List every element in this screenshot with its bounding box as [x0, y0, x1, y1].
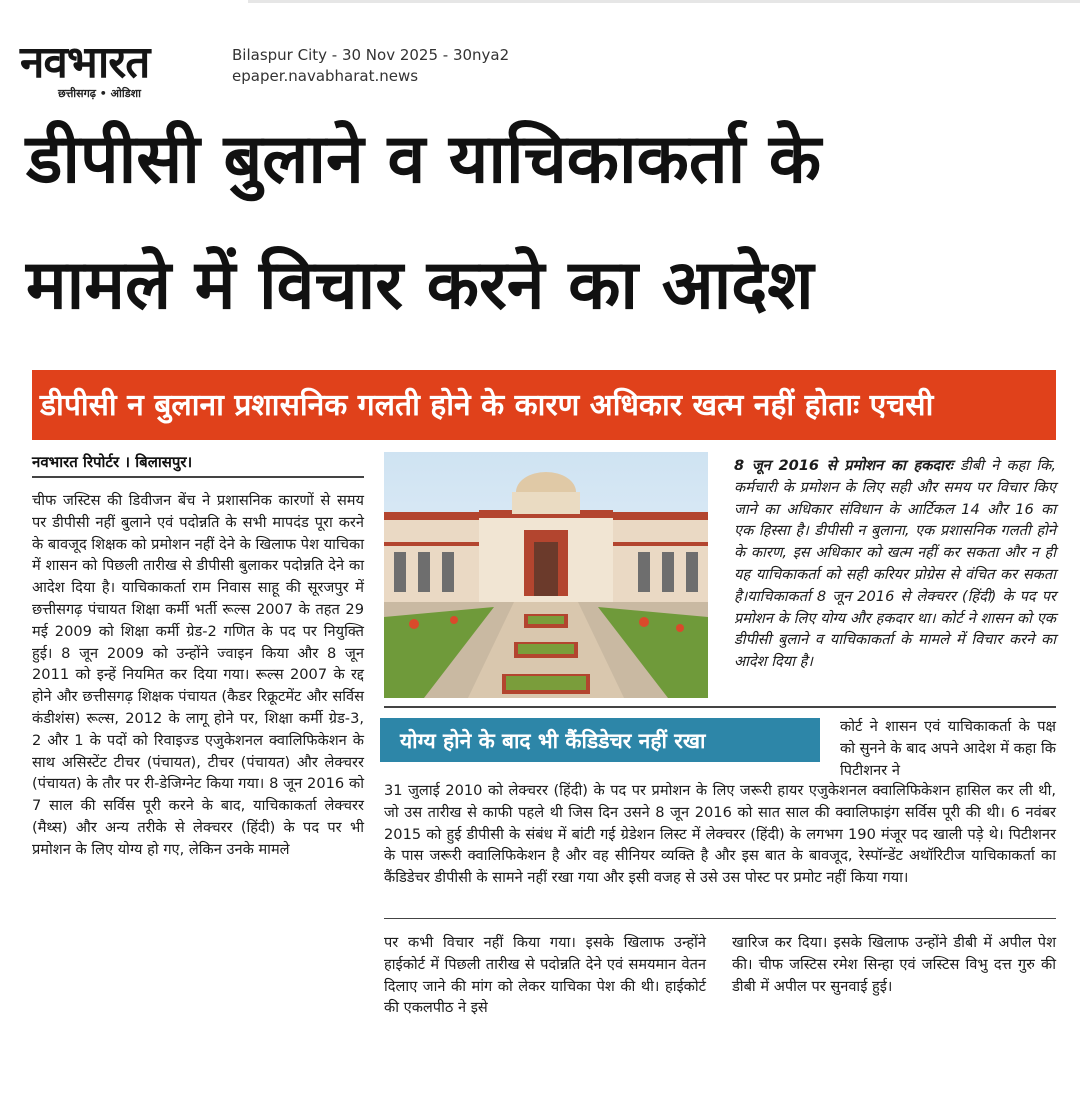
article-right-column [734, 455, 1056, 673]
right-column-lead: 8 जून 2016 से प्रमोशन का हकदारः [734, 457, 953, 474]
top-edge-line [248, 0, 1080, 3]
headline-line-1: डीपीसी बुलाने व याचिकाकर्ता के [26, 120, 822, 199]
headline-line-2: मामले में विचार करने का आदेश [26, 246, 814, 325]
edition-info: Bilaspur City - 30 Nov 2025 - 30nya2 [232, 46, 510, 64]
logo-subtitle: छत्तीसगढ़ • ओडिशा [58, 87, 141, 100]
article-bottom-middle: पर कभी विचार नहीं किया गया। इसके खिलाफ उन्होंने हाईकोर्ट में पिछली तारीख से पदोन्नति देने एवं समयमान वेतन दिलाए जाने की मांग को लेकर याचिका पेश की थी। हाईकोर्ट की एकलपीठ ने इसे [384, 934, 706, 1017]
high-court-photo [384, 452, 708, 698]
article-short-right: कोर्ट ने शासन एवं याचिकाकर्ता के पक्ष को सुनने के बाद अपने आदेश में कहा कि पिटीशनर ने [840, 718, 1056, 779]
article-wide-paragraph: 31 जुलाई 2010 को लेक्चरर (हिंदी) के पद पर प्रमोशन के लिए जरूरी हायर एजुकेशनल क्वालिफिकेशन हासिल कर ली थी, जो उस तारीख से काफी पहले थी जिस दिन उसने 8 जून 2016 को सात साल की क्वालिफाइंग सर्विस पूरी की थी। 6 नवंबर 2015 को हुई डीपीसी के संबंध में बांटी गई ग्रेडेशन लिस्ट में लेक्चरर (हिंदी) के लगभग 190 मंजूर पद खाली पड़े थे। पिटीशनर के पास जरूरी क्वालिफिकेशन है और वह सीनियर व्यक्ति है और इस बात के बावजूद, रेस्पॉन्डेंट अथॉरिटीज याचिकाकर्ता का कैंडिडेचर डीपीसी के सामने नहीं रखा गया और इसी वजह से उसे उस पोस्ट पर प्रमोट नहीं किया गया। [384, 782, 1056, 887]
right-column-text: डीबी ने कहा कि, कर्मचारी के प्रमोशन के लिए सही और समय पर विचार किए जाने का अधिकार संविधान के आर्टिकल 14 और 16 का एक हिस्सा है। डीपीसी न बुलाना, एक प्रशासनिक गलती होने के कारण, इस अधिकार को खत्म नहीं कर सकता और न ही यह याचिकाकर्ता को सही करियर प्रोग्रेस से वंचित कर सकता है।याचिकाकर्ता 8 जून 2016 से लेक्चरर (हिंदी) के पद पर प्रमोशन के लिए योग्य और हकदार था। कोर्ट ने शासन को एक डीपीसी बुलाने व याचिकाकर्ता के मामले में विचार करने का आदेश दिया है। [734, 457, 1057, 671]
byline-rule [32, 476, 364, 478]
logo-text: नवभारत [20, 37, 150, 88]
newspaper-logo [20, 37, 216, 100]
subhead-2: योग्य होने के बाद भी कैंडिडेचर नहीं रखा [400, 729, 706, 753]
bottom-rule [384, 918, 1056, 919]
site-url: epaper.navabharat.news [232, 67, 419, 85]
section-rule [384, 706, 1056, 708]
article-column-1: चीफ जस्टिस की डिवीजन बेंच ने प्रशासनिक कारणों से समय पर डीपीसी नहीं बुलाने एवं पदोन्नति के सभी मापदंड पूरा करने के बावजूद शिक्षक को प्रमोशन नहीं देने के खिलाफ पेश याचिका में शासन को पिछली तारीख से डीपीसी बुलाकर पदोन्नति देने का आदेश दिया है। याचिकाकर्ता राम निवास साहू की सूरजपुर में छत्तीसगढ़ पंचायत शिक्षा कर्मी भर्ती रूल्स 2007 के तहत 29 मई 2009 को शिक्षा कर्मी ग्रेड-2 गणित के पद पर नियुक्ति हुई। 8 जून 2009 को उन्होंने ज्वाइन किया और 8 जून 2011 को इन्हें नियमित कर दिया गया। रूल्स 2007 के रद्द होने और छत्तीसगढ़ शिक्षक पंचायत (कैडर रिक्रूटमेंट और सर्विस कंडीशंस) रूल्स, 2012 के लागू होने पर, शिक्षा कर्मी ग्रेड-3, 2 और 1 के पदों को रिवाइज्ड एजुकेशनल क्वालिफिकेशन के साथ असिस्टेंट टीचर (पंचायत), टीचर (पंचायत) और लेक्चरर (पंचायत) के तौर पर री-डेजिग्नेट किया गया। 8 जून 2016 को 7 साल की सर्विस पूरी करने के बाद, याचिकाकर्ता लेक्चरर (मैथ्स) और अन्य तरीके से लेक्चरर (हिंदी) के पद पर भी प्रमोशन के लिए योग्य हो गए, लेकिन उनके मामले [32, 492, 364, 858]
article-bottom-right: खारिज कर दिया। इसके खिलाफ उन्होंने डीबी में अपील पेश की। चीफ जस्टिस रमेश सिन्हा एवं जस्टिस विभु दत्त गुरु की डीबी में अपील पर सुनवाई हुई। [732, 934, 1056, 995]
subheadline: डीपीसी न बुलाना प्रशासनिक गलती होने के कारण अधिकार खत्म नहीं होताः एचसी [40, 388, 934, 423]
byline: नवभारत रिपोर्टर । बिलासपुर। [32, 453, 193, 471]
